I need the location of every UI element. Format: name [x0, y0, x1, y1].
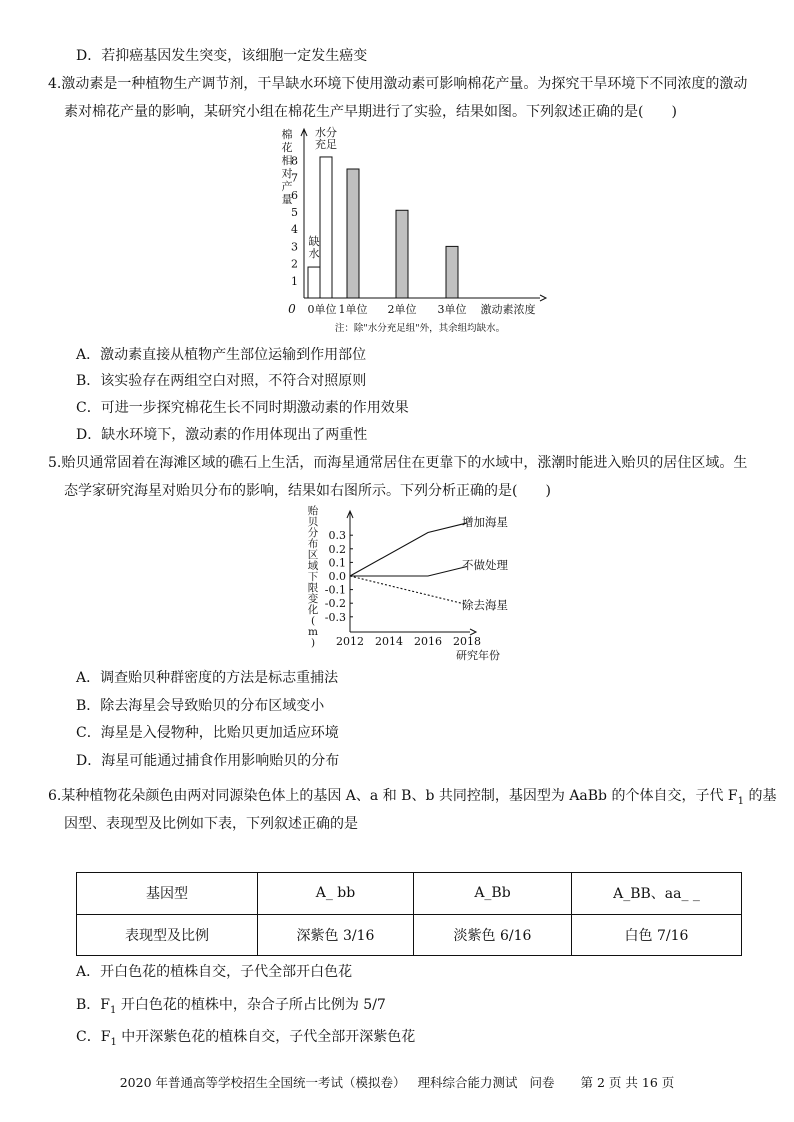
- bar-annotation-water-low: 缺水: [308, 235, 320, 261]
- origin-label: 0: [288, 302, 296, 316]
- table-cell: A_BB、aa_ _: [572, 873, 742, 915]
- y-tick-label: 0.0: [328, 570, 346, 583]
- page-footer: [0, 1073, 794, 1091]
- y-tick-label: -0.3: [324, 610, 346, 624]
- table-row: [77, 914, 742, 956]
- y-tick-label: 7: [291, 171, 298, 185]
- bar-0unit-water-low: [308, 267, 320, 298]
- q4-option-c: C．可进一步探究棉花生长不同时期激动素的作用效果: [76, 400, 409, 416]
- q4-option-d: D．缺水环境下，激动素的作用体现出了两重性: [76, 427, 368, 443]
- table-cell: A_Bb: [414, 873, 572, 915]
- x-axis-label: 激动素浓度: [480, 303, 536, 316]
- y-tick-label: 4: [291, 223, 298, 237]
- q4-option-a: A．激动素直接从植物产生部位运输到作用部位: [76, 347, 367, 363]
- q5-stem-line2: 态学家研究海星对贻贝分布的影响，结果如右图所示。下列分析正确的是( ): [64, 483, 551, 499]
- series-line-1: [350, 566, 467, 576]
- bar-0unit-water-ok: [320, 157, 332, 298]
- q5-option-c: C．海星是入侵物种，比贻贝更加适应环境: [76, 725, 339, 741]
- x-tick-label: 1单位: [338, 303, 368, 316]
- x-axis-label: 研究年份: [456, 649, 500, 662]
- bar-3单位: [446, 246, 458, 298]
- bar-2单位: [396, 210, 408, 298]
- legend-label: 不做处理: [462, 558, 508, 572]
- y-tick-label: 0.1: [328, 556, 346, 570]
- q5-option-a: A．调查贻贝种群密度的方法是标志重捕法: [76, 670, 339, 686]
- table-row: [77, 873, 742, 915]
- x-tick-label: 2014: [375, 635, 403, 648]
- q4-stem-line1: 4.激动素是一种植物生产调节剂，干旱缺水环境下使用激动素可影响棉花产量。为探究干旱环境下不同浓度的激动: [48, 76, 748, 92]
- table-cell: A_ bb: [258, 873, 414, 915]
- y-tick-label: -0.1: [324, 583, 346, 597]
- q5-option-b: B．除去海星会导致贻贝的分布区域变小: [76, 698, 325, 714]
- q5-option-d: D．海星可能通过捕食作用影响贻贝的分布: [76, 753, 340, 769]
- x-tick-label: 2012: [336, 635, 364, 648]
- y-tick-label: 3: [291, 240, 298, 254]
- q4-stem-line2: 素对棉花产量的影响，某研究小组在棉花生产早期进行了实验，结果如图。下列叙述正确的是( ): [64, 104, 677, 120]
- x-tick-label: 2018: [453, 635, 481, 648]
- q6-stem-line1: 6.某种植物花朵颜色由两对同源染色体上的基因 A、a 和 B、b 共同控制，基因型为 AaBb 的个体自交，子代 $F_1$ 的基: [48, 788, 777, 807]
- bar-annotation-water-ok: 水分充足: [315, 126, 337, 151]
- y-tick-label: 5: [291, 206, 298, 219]
- table-cell: 基因型: [77, 873, 258, 915]
- x-tick-label: 2016: [414, 635, 442, 648]
- y-tick-label: 6: [291, 188, 298, 202]
- footer-subject: 理科综合能力测试: [417, 1075, 518, 1090]
- y-tick-label: 0.3: [328, 529, 346, 543]
- cotton-yield-bar-chart: [270, 122, 560, 344]
- chart-note: 注：除"水分充足组"外，其余组均缺水。: [334, 323, 506, 334]
- legend-label: 除去海星: [462, 598, 508, 612]
- q6-stem-line2: 因型、表现型及比例如下表，下列叙述正确的是: [64, 816, 358, 832]
- footer-exam-title: 2020 年普通高等学校招生全国统一考试（模拟卷）: [119, 1075, 406, 1090]
- legend-label: 增加海星: [462, 515, 508, 529]
- q5-stem-line1: 5.贻贝通常固着在海滩区域的礁石上生活，而海星通常居住在更靠下的水域中，涨潮时能进入贻贝的居住区域。生: [48, 455, 748, 471]
- y-axis-label: 棉花相对产量: [281, 128, 293, 206]
- q4-option-b: B．该实验存在两组空白对照，不符合对照原则: [76, 373, 367, 389]
- x-tick-label: 0单位: [307, 303, 337, 316]
- x-tick-label: 2单位: [387, 303, 417, 316]
- bar-1单位: [347, 169, 359, 298]
- x-tick-label: 3单位: [437, 303, 467, 316]
- y-tick-label: -0.2: [324, 597, 346, 611]
- mussel-distribution-line-chart: [300, 504, 560, 666]
- table-cell: 白色 7/16: [572, 914, 742, 956]
- table-cell: 深紫色 3/16: [258, 914, 414, 956]
- table-cell: 淡紫色 6/16: [414, 914, 572, 956]
- footer-page-number: 第 2 页 共 16 页: [580, 1075, 675, 1090]
- genotype-table: [76, 872, 742, 956]
- y-tick-label: 8: [291, 154, 298, 168]
- series-line-2: [350, 576, 467, 605]
- y-tick-label: 0.2: [328, 542, 346, 556]
- y-tick-label: 2: [291, 257, 298, 271]
- x-axis-arrow: [540, 295, 546, 301]
- q6-option-a: A．开白色花的植株自交，子代全部开白色花: [76, 964, 353, 980]
- series-line-0: [350, 523, 467, 576]
- y-axis-label: 贻贝分布区域下限变化( m ): [307, 505, 319, 649]
- y-tick-label: 1: [291, 274, 298, 288]
- q6-option-b: B．$F_1$ 开白色花的植株中，杂合子所占比例为 5/7: [76, 997, 386, 1016]
- footer-part: 问卷: [529, 1075, 555, 1090]
- q6-option-c: C．$F_1$ 中开深紫色花的植株自交，子代全部开深紫色花: [76, 1029, 416, 1048]
- q3-option-d: D．若抑癌基因发生突变，该细胞一定发生癌变: [76, 48, 368, 64]
- table-cell: 表现型及比例: [77, 914, 258, 956]
